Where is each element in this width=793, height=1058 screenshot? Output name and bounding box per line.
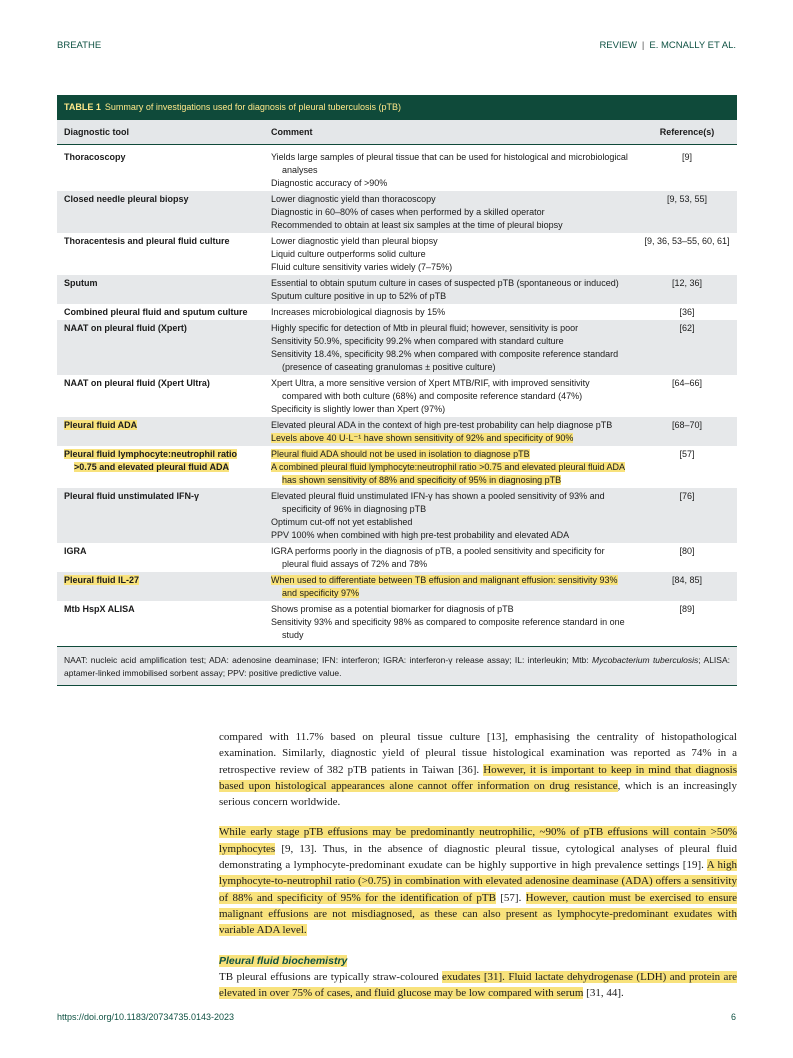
comment-line-highlighted [271,448,630,461]
highlighted-text: A high lymphocyte-to-neutrophil ratio (>0.75) in combination with elevated adenosine deaminase (ADA) offers a sensitivity of 88% and specificity of 95% for the identification of pTB [219,859,737,904]
paragraph [219,969,737,1002]
reference-cell: [36] [679,307,695,317]
reference-cell: [9, 53, 55] [666,194,708,204]
reference-cell: [80] [679,546,695,556]
table-row [57,601,737,646]
diagnostic-tool: Pleural fluid lymphocyte:neutrophil ratio [64,449,238,459]
comment-cell [264,191,637,233]
table-row [57,191,737,233]
highlighted-text: However, caution must be exercised to ensure malignant effusions are not misdiagnosed, as these can also present as lymphocyte-predominant exudates with variable ADA level. [219,891,737,937]
text-run: [57]. [495,891,526,904]
comment-cell [264,375,637,417]
comment-line: Diagnostic in 60–80% of cases when performed by a skilled operator [271,207,545,217]
table-header-row [57,120,737,145]
text-run: [9, 13]. Thus, in the absence of diagnostic pleural tissue, cytological analyses of pleural fluid demonstrating a lymphocyte-predominant exudate can be highly supportive in high prevalence settings [19]. [219,842,737,872]
comment-line: Highly specific for detection of Mtb in pleural fluid; however, sensitivity is poor [271,323,579,333]
table-row [57,304,737,320]
comment-line: Liquid culture outperforms solid culture [271,249,426,259]
diagnostic-tool-cell [57,572,264,601]
page-number: 6 [730,1012,736,1022]
comment-cell [264,446,637,488]
text-run: compared with 11.7% based on pleural tissue culture [13], emphasising the centrality of histopathological examination. Similarly, diagnostic yield of pleural tissue histological examination was reported as 74% in a retrospective review of 382 pTB patients in Taiwan [36]. [219,731,737,776]
section-heading [219,953,737,969]
comment-line: Yields large samples of pleural tissue that can be used for histological and microbiological analyses [271,152,628,175]
reference-cell: [9, 36, 53–55, 60, 61] [644,236,730,246]
running-header [57,40,736,54]
paragraph [219,729,737,810]
page-footer [57,1012,736,1022]
comment-cell [264,572,637,601]
section-heading-text: Pleural fluid biochemistry [219,954,348,967]
comment-line: Elevated pleural fluid unstimulated IFN-γ has shown a pooled sensitivity of 93% and specificity of 96% in diagnosing pTB [271,491,605,514]
table-label: TABLE 1 [64,102,101,112]
journal-name: BREATHE [57,40,102,51]
text-run: , which is an increasingly serious concern worldwide. [219,779,737,809]
comment-line: Sensitivity 93% and specificity 98% as compared to composite reference standard in one study [271,617,625,640]
comment-cell [264,417,637,446]
comment-cell [264,304,637,320]
highlighted-text: A combined pleural fluid lymphocyte:neutrophil ratio >0.75 and elevated pleural fluid ADA has shown sensitivity of 88% and specificity of 95% in diagnosing pTB [271,462,625,485]
comment-line: Essential to obtain sputum culture in cases of suspected pTB (spontaneous or induced) [271,278,619,288]
comment-line: Diagnostic accuracy of >90% [271,178,388,188]
article-body [219,729,737,1015]
table-title: Summary of investigations used for diagnosis of pleural tuberculosis (pTB) [104,102,401,112]
col-header: Reference(s) [637,120,737,145]
footnote-text: NAAT: nucleic acid amplification test; ADA: adenosine deaminase; IFN: interferon; IGRA: interferon-γ release assay; IL: interleukin; Mtb: [64,655,592,665]
header-authors: E. MCNALLY ET AL. [649,40,736,51]
comment-line: Shows promise as a potential biomarker for diagnosis of pTB [271,604,514,614]
reference-cell: [9] [681,152,692,162]
doi-link[interactable]: https://doi.org/10.1183/20734735.0143-2023 [57,1012,234,1022]
footnote-text-end: ; ALISA: aptamer-linked immobilised sorbent assay; PPV: positive predictive value. [64,655,730,678]
paragraph [219,824,737,938]
table-row [57,417,737,446]
table-row [57,375,737,417]
table-caption [57,95,737,120]
table-row [57,446,737,488]
comment-line: Sputum culture positive in up to 52% of pTB [271,291,447,301]
col-header: Comment [264,120,637,145]
diagnostic-tool-cell [57,417,264,446]
col-header: Diagnostic tool [57,120,264,145]
diagnostic-tool: Mtb HspX ALISA [64,604,135,614]
diagnostic-tool: NAAT on pleural fluid (Xpert) [64,323,187,333]
comment-line-highlighted [271,461,630,487]
diagnostic-tool: NAAT on pleural fluid (Xpert Ultra) [64,378,210,388]
footnote-italic: Mycobacterium tuberculosis [591,655,699,665]
diagnostic-tool: Thoracentesis and pleural fluid culture [64,236,230,246]
reference-cell: [64–66] [671,378,703,388]
highlighted-text: While early stage pTB effusions may be predominantly neutrophilic, ~90% of pTB effusions will contain >50% lymphocytes [219,826,737,855]
comment-line: Sensitivity 18.4%, specificity 98.2% when compared with composite reference standard (presence of caseating granulomas ± positive culture) [271,349,619,372]
comment-cell [264,543,637,572]
table-row [57,572,737,601]
table-footnote [57,646,737,686]
diagnostic-tool: Combined pleural fluid and sputum culture [64,307,248,317]
highlighted-text: When used to differentiate between TB effusion and malignant effusion: sensitivity 93% and specificity 97% [271,575,618,598]
comment-line: Specificity is slightly lower than Xpert (97%) [271,404,446,414]
comment-line: Fluid culture sensitivity varies widely (7–75%) [271,262,453,272]
table-row [57,275,737,304]
reference-cell: [68–70] [671,420,703,430]
comment-line: Increases microbiological diagnosis by 15% [271,307,446,317]
comment-cell [264,145,637,192]
highlighted-text: Levels above 40 U·L⁻¹ have shown sensitivity of 92% and specificity of 90% [271,433,574,443]
table-row [57,320,737,375]
comment-line: Optimum cut-off not yet established [271,517,413,527]
comment-line: Xpert Ultra, a more sensitive version of Xpert MTB/RIF, with improved sensitivity compared with both culture (68%) and composite reference standard (47%) [271,378,590,401]
diagnostic-tool: IGRA [64,546,87,556]
comment-line: PPV 100% when combined with high pre-test probability and elevated ADA [271,530,570,540]
reference-cell: [76] [679,491,695,501]
diagnostic-tool: Closed needle pleural biopsy [64,194,189,204]
comment-cell [264,320,637,375]
text-run: [31, 44]. [583,987,624,1000]
table-1 [57,95,737,686]
reference-cell: [89] [679,604,695,614]
reference-cell: [12, 36] [671,278,703,288]
diagnostic-tool: Sputum [64,278,98,288]
reference-cell: [84, 85] [671,575,703,585]
comment-line: Sensitivity 50.9%, specificity 99.2% when compared with standard culture [271,336,564,346]
text-run: TB pleural effusions are typically straw-coloured [219,970,442,983]
diagnostic-tool: Pleural fluid unstimulated IFN-γ [64,491,200,501]
table-grid [57,120,737,646]
diagnostic-tool-cell [57,446,264,488]
comment-line: IGRA performs poorly in the diagnosis of pTB, a pooled sensitivity and specificity for pleural fluid assays of 72% and 78% [271,546,605,569]
diagnostic-tool-continued: >0.75 and elevated pleural fluid ADA [74,462,229,472]
header-right: REVIEW | E. MCNALLY ET AL. [599,40,736,51]
comment-line: Lower diagnostic yield than thoracoscopy [271,194,436,204]
highlighted-text: exudates [31]. Fluid lactate dehydrogenase (LDH) and protein are elevated in over 75% of cases, and fluid glucose may be low compared with serum [219,970,737,1000]
comment-line: Lower diagnostic yield than pleural biopsy [271,236,438,246]
table-row [57,145,737,192]
comment-line-highlighted [271,574,630,600]
diagnostic-tool: Pleural fluid ADA [64,420,138,430]
article-type: REVIEW [599,40,637,51]
comment-cell [264,275,637,304]
reference-cell: [57] [679,449,695,459]
comment-cell [264,233,637,275]
reference-cell: [62] [679,323,695,333]
highlighted-text: Pleural fluid ADA should not be used in isolation to diagnose pTB [271,449,530,459]
diagnostic-tool: Pleural fluid IL-27 [64,575,140,585]
comment-cell [264,601,637,646]
diagnostic-tool: Thoracoscopy [64,152,126,162]
comment-line-highlighted [271,432,630,445]
highlighted-text: However, it is important to keep in mind that diagnosis based upon histological appearances alone cannot offer information on drug resistance [219,763,737,792]
table-row [57,233,737,275]
comment-line: Elevated pleural ADA in the context of high pre-test probability can help diagnose pTB [271,420,613,430]
comment-line: Recommended to obtain at least six samples at the time of pleural biopsy [271,220,563,230]
table-row [57,488,737,543]
table-row [57,543,737,572]
comment-cell [264,488,637,543]
